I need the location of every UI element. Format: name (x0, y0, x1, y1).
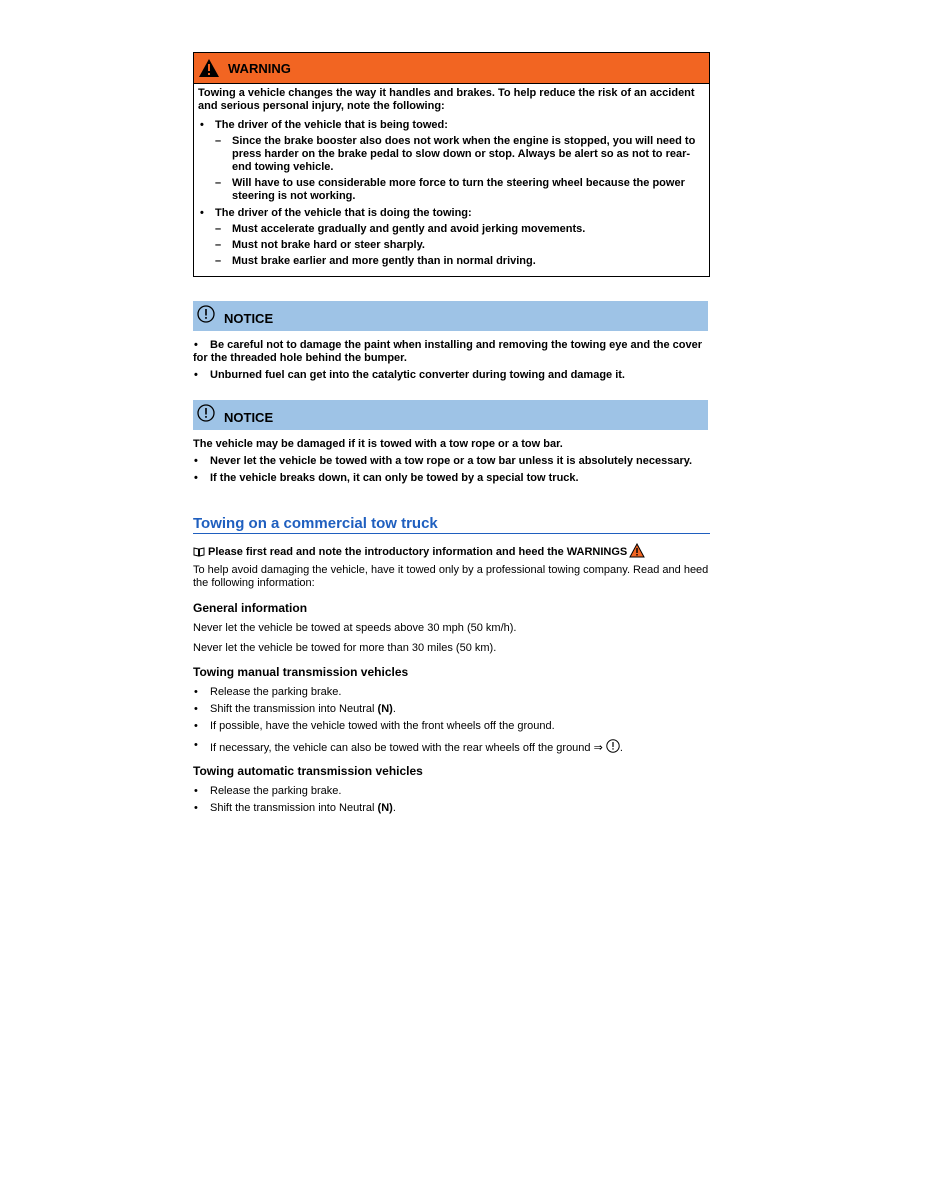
automatic-item-text: Shift the transmission into Neutral (210, 802, 378, 814)
automatic-list (193, 785, 710, 815)
notice-item: • Unburned fuel can get into the catalytic converter during towing and damage it. (193, 369, 710, 382)
manual-heading: Towing manual transmission vehicles (193, 665, 409, 679)
automatic-heading: Towing automatic transmission vehicles (193, 764, 423, 778)
section-intro: To help avoid damaging the vehicle, have it towed only by a professional towing company. Read and heed the following information: (193, 564, 709, 589)
notice-body (193, 438, 710, 485)
notice-title: NOTICE (224, 311, 274, 326)
manual-item (193, 703, 710, 716)
manual-item-text: If necessary, the vehicle can also be towed with the rear wheels off the ground ⇒ (210, 742, 606, 754)
warning-intro: Towing a vehicle changes the way it handles and brakes. To help reduce the risk of an accident and serious personal injury, note the following: (198, 87, 695, 112)
manual-item-end: . (619, 742, 623, 754)
neutral-gear: (N) (377, 802, 393, 814)
general-info-line: Never let the vehicle be towed for more than 30 miles (50 km). (193, 642, 497, 654)
neutral-gear: (N) (377, 703, 393, 715)
notice-intro: The vehicle may be damaged if it is towed with a tow rope or a tow bar. (193, 438, 563, 450)
notice-list (193, 339, 710, 382)
manual-item: • If possible, have the vehicle towed with the front wheels off the ground. (193, 720, 710, 733)
book-icon (193, 547, 205, 557)
notice-reference-icon[interactable] (606, 739, 620, 753)
warning-item-label: The driver of the vehicle that is doing the towing: (215, 207, 472, 219)
general-info-line: Never let the vehicle be towed at speeds above 30 mph (50 km/h). (193, 622, 517, 634)
notice-box-towing (193, 400, 710, 485)
manual-item-end: . (392, 703, 396, 715)
notice-header (193, 400, 708, 430)
warning-sublist (215, 135, 705, 203)
warning-list (198, 119, 705, 268)
warning-header (194, 53, 709, 84)
manual-item (193, 739, 710, 755)
notice-header (193, 301, 708, 331)
warning-item-label: The driver of the vehicle that is being towed: (215, 119, 448, 131)
automatic-item: • Release the parking brake. (193, 785, 710, 798)
warning-title: WARNING (228, 60, 291, 76)
notice-item: • Be careful not to damage the paint when installing and removing the towing eye and the cover for the threaded hole behind the bumper. (193, 339, 710, 365)
notice-exclamation-icon (197, 404, 215, 422)
read-note-text: Please first read and note the introductory information and heed the WARNINGS (208, 546, 628, 558)
manual-item-text: Shift the transmission into Neutral (210, 703, 378, 715)
automatic-item (193, 802, 710, 815)
warning-triangle-icon (198, 58, 220, 78)
general-info-heading: General information (193, 601, 308, 615)
page-content (193, 52, 710, 819)
notice-item: • Never let the vehicle be towed with a tow rope or a tow bar unless it is absolutely necessary. (193, 455, 710, 468)
notice-body (193, 339, 710, 382)
warning-subitem: – Must not brake hard or steer sharply. (215, 239, 705, 252)
warning-subitem: – Since the brake booster also does not work when the engine is stopped, you will need to press harder on the brake pedal to slow down or stop. Always be alert so as not to rear-end towing vehicle. (215, 135, 705, 174)
warning-subitem: – Will have to use considerable more force to turn the steering wheel because the power steering is not working. (215, 177, 705, 203)
notice-box-paint (193, 301, 710, 382)
notice-item: • If the vehicle breaks down, it can only be towed by a special tow truck. (193, 472, 710, 485)
section-title: Towing on a commercial tow truck (193, 515, 710, 534)
warning-box (193, 52, 710, 277)
notice-title: NOTICE (224, 410, 274, 425)
manual-list (193, 686, 710, 755)
warning-subitem: – Must accelerate gradually and gently and avoid jerking movements. (215, 223, 705, 236)
manual-item: • Release the parking brake. (193, 686, 710, 699)
section-tow-truck (193, 515, 710, 815)
notice-list (193, 455, 710, 485)
warning-triangle-icon (629, 543, 645, 558)
warning-body (194, 84, 709, 276)
notice-exclamation-icon (197, 305, 215, 323)
automatic-item-end: . (392, 802, 396, 814)
warning-item (198, 207, 705, 268)
warning-sublist (215, 223, 705, 268)
warning-subitem: – Must brake earlier and more gently than in normal driving. (215, 255, 705, 268)
read-note (193, 546, 710, 558)
warning-item (198, 119, 705, 203)
